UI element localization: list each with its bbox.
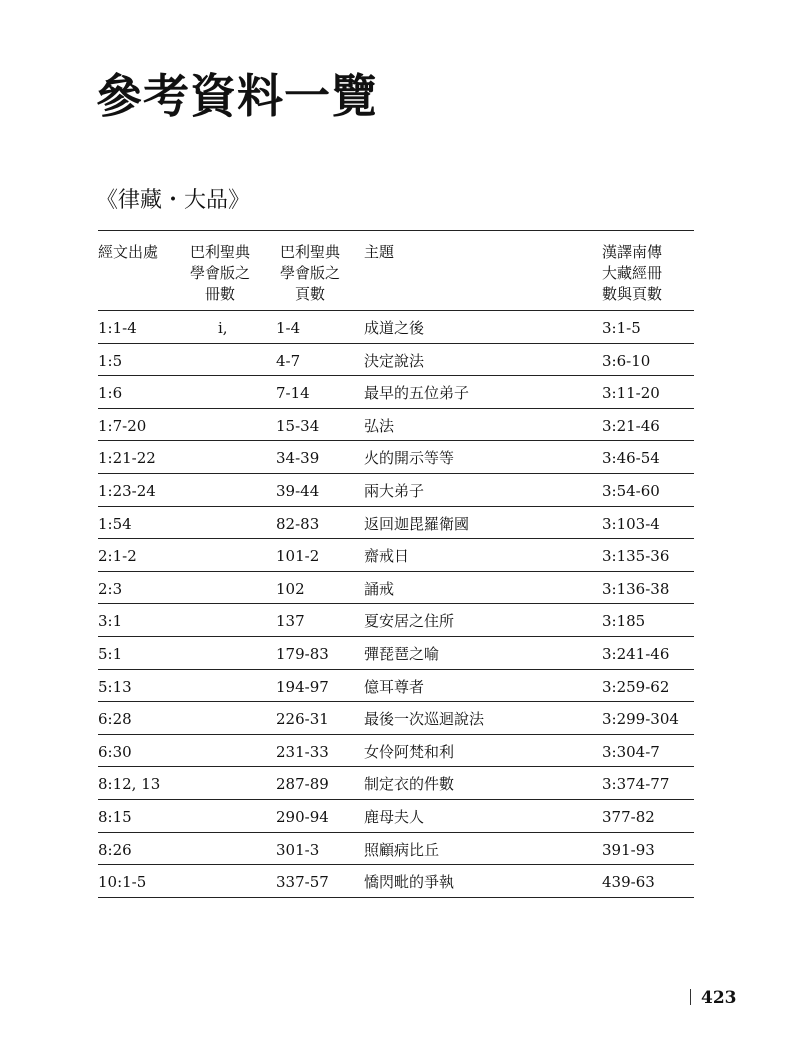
cell-topic: 最早的五位弟子	[364, 384, 470, 403]
cell-chinese-canon: 3:136-38	[602, 579, 670, 598]
cell-source: 8:15	[98, 808, 132, 826]
cell-topic: 弘法	[364, 416, 395, 435]
cell-pts-page: 82-83	[276, 514, 320, 533]
table-row-rule	[98, 343, 694, 344]
cell-source: 6:28	[98, 710, 132, 729]
section-title: 《律藏・大品》	[96, 188, 251, 213]
cell-source: 10:1-5	[98, 873, 147, 892]
cell-chinese-canon: 377-82	[602, 808, 655, 826]
cell-pts-page: 301-3	[276, 840, 320, 859]
cell-pts-page: 290-94	[276, 808, 329, 826]
cell-topic: 成道之後	[364, 319, 425, 337]
cell-pts-volume: i,	[218, 319, 228, 337]
table-row-rule	[98, 832, 694, 833]
table-top-rule	[98, 230, 694, 231]
cell-pts-page: 231-33	[276, 742, 329, 761]
cell-topic: 憍閃毗的爭執	[364, 873, 455, 892]
header-topic: 主題	[364, 243, 395, 261]
cell-source: 8:26	[98, 840, 132, 859]
table-row-rule	[98, 603, 694, 604]
page-number-text: 423	[701, 988, 737, 1008]
cell-pts-page: 1-4	[276, 319, 301, 337]
cell-topic: 制定衣的件數	[364, 775, 455, 794]
header-pts-page: 巴利聖典 學會版之 頁數	[279, 243, 340, 303]
cell-topic: 火的開示等等	[364, 449, 455, 468]
cell-source: 5:13	[98, 677, 132, 696]
cell-pts-page: 7-14	[276, 384, 310, 403]
cell-topic: 夏安居之住所	[364, 612, 455, 631]
cell-topic: 最後一次巡迴說法	[364, 710, 485, 729]
cell-topic: 彈琵琶之喻	[364, 645, 440, 663]
cell-source: 2:3	[98, 579, 123, 598]
cell-source: 1:7-20	[98, 416, 147, 435]
page-number-bar	[690, 989, 691, 1005]
cell-pts-page: 4-7	[276, 351, 301, 370]
cell-source: 8:12, 13	[98, 775, 161, 794]
cell-chinese-canon: 3:6-10	[602, 351, 651, 370]
cell-chinese-canon: 3:299-304	[602, 710, 679, 729]
table-row-rule	[98, 701, 694, 702]
table-row-rule	[98, 473, 694, 474]
cell-pts-page: 34-39	[276, 449, 320, 468]
cell-chinese-canon: 3:304-7	[602, 742, 660, 761]
cell-pts-page: 179-83	[276, 645, 329, 663]
cell-source: 1:54	[98, 514, 132, 533]
table-row-rule	[98, 864, 694, 865]
table-row-rule	[98, 669, 694, 670]
cell-chinese-canon: 391-93	[602, 840, 655, 859]
cell-chinese-canon: 3:259-62	[602, 677, 670, 696]
cell-topic: 照顧病比丘	[364, 840, 440, 859]
header-chinese-canon: 漢譯南傳 大藏經冊 數與頁數	[602, 243, 663, 303]
cell-chinese-canon: 3:1-5	[602, 319, 641, 337]
table-row-rule	[98, 734, 694, 735]
cell-pts-page: 101-2	[276, 547, 320, 566]
cell-topic: 億耳尊者	[364, 677, 425, 696]
cell-source: 1:21-22	[98, 449, 156, 468]
cell-source: 3:1	[98, 612, 123, 631]
cell-chinese-canon: 3:21-46	[602, 416, 660, 435]
cell-chinese-canon: 3:46-54	[602, 449, 660, 468]
cell-chinese-canon: 3:185	[602, 612, 646, 631]
cell-chinese-canon: 439-63	[602, 873, 655, 892]
table-row-rule	[98, 440, 694, 441]
cell-chinese-canon: 3:103-4	[602, 514, 660, 533]
cell-pts-page: 137	[276, 612, 305, 631]
cell-topic: 返回迦毘羅衛國	[364, 514, 470, 533]
table-header-rule	[98, 310, 694, 311]
cell-chinese-canon: 3:11-20	[602, 384, 660, 403]
cell-pts-page: 102	[276, 579, 305, 598]
table-row-rule	[98, 636, 694, 637]
cell-source: 1:1-4	[98, 319, 137, 337]
cell-topic: 兩大弟子	[364, 482, 425, 500]
table-row-rule	[98, 538, 694, 539]
header-source: 經文出處	[98, 243, 159, 261]
cell-pts-page: 226-31	[276, 710, 329, 729]
table-row-rule	[98, 571, 694, 572]
table-row-rule	[98, 897, 694, 898]
table-row-rule	[98, 408, 694, 409]
cell-topic: 鹿母夫人	[364, 808, 425, 826]
cell-pts-page: 15-34	[276, 416, 320, 435]
cell-source: 1:5	[98, 351, 123, 370]
cell-chinese-canon: 3:241-46	[602, 645, 670, 663]
table-row-rule	[98, 506, 694, 507]
cell-topic: 齋戒日	[364, 547, 410, 566]
cell-pts-page: 39-44	[276, 482, 320, 500]
cell-source: 1:6	[98, 384, 123, 403]
table-row-rule	[98, 799, 694, 800]
cell-topic: 女伶阿梵和利	[364, 742, 455, 761]
cell-chinese-canon: 3:374-77	[602, 775, 670, 794]
cell-chinese-canon: 3:54-60	[602, 482, 660, 500]
cell-topic: 誦戒	[364, 579, 395, 598]
page-title: 參考資料一覽	[96, 69, 378, 123]
cell-pts-page: 194-97	[276, 677, 329, 696]
page-number	[690, 988, 737, 1008]
cell-topic: 決定說法	[364, 351, 425, 370]
table-row-rule	[98, 375, 694, 376]
cell-pts-page: 337-57	[276, 873, 329, 892]
header-pts-volume: 巴利聖典 學會版之 冊數	[189, 243, 250, 303]
table-row-rule	[98, 766, 694, 767]
cell-source: 5:1	[98, 645, 123, 663]
cell-source: 2:1-2	[98, 547, 137, 566]
cell-pts-page: 287-89	[276, 775, 329, 794]
cell-source: 1:23-24	[98, 482, 156, 500]
cell-source: 6:30	[98, 742, 132, 761]
cell-chinese-canon: 3:135-36	[602, 547, 670, 566]
